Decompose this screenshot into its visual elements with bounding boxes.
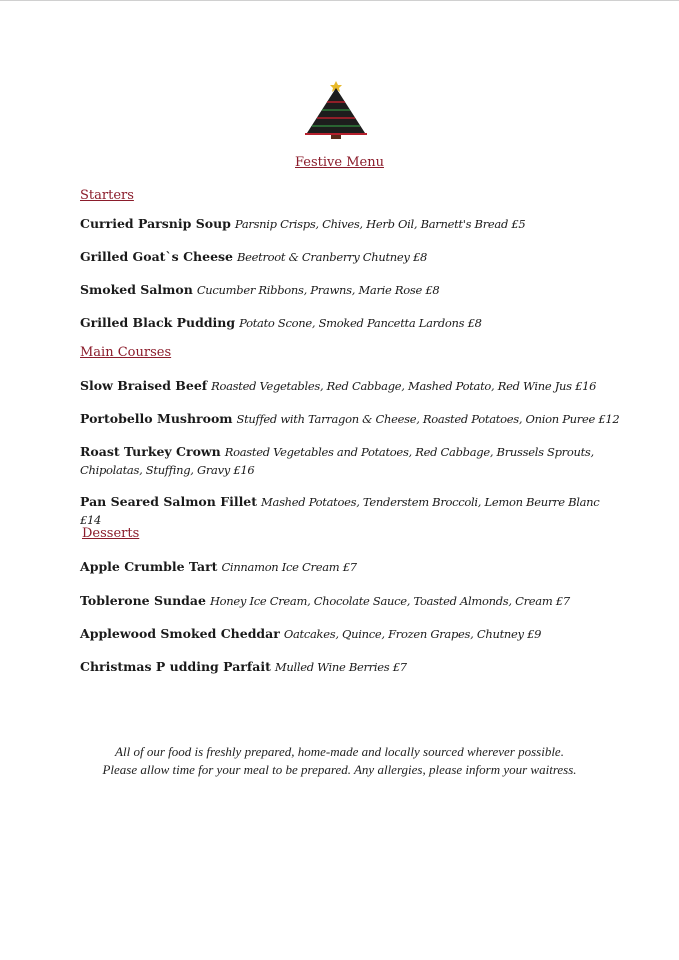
item-description: Roasted Vegetables and Potatoes, Red Cabbage, Brussels Sprouts, Chipolatas, Stuffing, Gravy £16: [80, 445, 594, 477]
menu-item: [80, 443, 620, 479]
christmas-tree-icon: [303, 78, 369, 142]
item-description: Parsnip Crisps, Chives, Herb Oil, Barnett's Bread £5: [234, 217, 526, 231]
item-description: Cinnamon Ice Cream £7: [221, 560, 357, 574]
item-name: Roast Turkey Crown: [80, 444, 221, 459]
item-name: Curried Parsnip Soup: [80, 216, 231, 231]
menu-item: [80, 558, 620, 576]
item-name: Apple Crumble Tart: [80, 559, 218, 574]
menu-item: [80, 215, 620, 233]
section-heading-starters: Starters: [80, 188, 134, 203]
item-name: Toblerone Sundae: [80, 593, 206, 608]
item-description: Potato Scone, Smoked Pancetta Lardons £8: [239, 316, 482, 330]
item-description: Oatcakes, Quince, Frozen Grapes, Chutney £9: [283, 627, 542, 641]
item-name: Slow Braised Beef: [80, 378, 208, 393]
item-name: Grilled Black Pudding: [80, 315, 236, 330]
item-name: Grilled Goat`s Cheese: [80, 249, 234, 264]
item-description: Stuffed with Tarragon & Cheese, Roasted Potatoes, Onion Puree £12: [236, 412, 620, 426]
menu-item: [80, 658, 620, 676]
section-heading-desserts: Desserts: [82, 526, 140, 541]
section-heading-main-courses: Main Courses: [80, 345, 172, 360]
item-description: Beetroot & Cranberry Chutney £8: [237, 250, 428, 264]
item-name: Pan Seared Salmon Fillet: [80, 494, 258, 509]
item-description: Mulled Wine Berries £7: [274, 660, 407, 674]
footer-note: [0, 743, 679, 779]
menu-item: [80, 281, 620, 299]
menu-item: [80, 377, 620, 395]
menu-item: [80, 314, 620, 332]
menu-item: [80, 493, 620, 529]
item-description: Cucumber Ribbons, Prawns, Marie Rose £8: [196, 283, 440, 297]
menu-title: Festive Menu: [295, 155, 384, 170]
menu-item: [80, 410, 620, 428]
footer-line: All of our food is freshly prepared, home-made and locally sourced wherever possible.: [115, 744, 564, 759]
item-name: Portobello Mushroom: [80, 411, 233, 426]
item-name: Christmas P udding Parfait: [80, 659, 271, 674]
footer-line: Please allow time for your meal to be prepared. Any allergies, please inform your waitress.: [102, 762, 577, 777]
item-description: Honey Ice Cream, Chocolate Sauce, Toasted Almonds, Cream £7: [209, 594, 570, 608]
menu-item: [80, 592, 620, 610]
item-description: Mashed Potatoes, Tenderstem Broccoli, Lemon Beurre Blanc £14: [80, 495, 600, 527]
item-description: Roasted Vegetables, Red Cabbage, Mashed Potato, Red Wine Jus £16: [211, 379, 597, 393]
page-top-edge: [0, 0, 679, 1]
menu-item: [80, 248, 620, 266]
item-name: Applewood Smoked Cheddar: [80, 626, 280, 641]
item-name: Smoked Salmon: [80, 282, 193, 297]
menu-item: [80, 625, 620, 643]
